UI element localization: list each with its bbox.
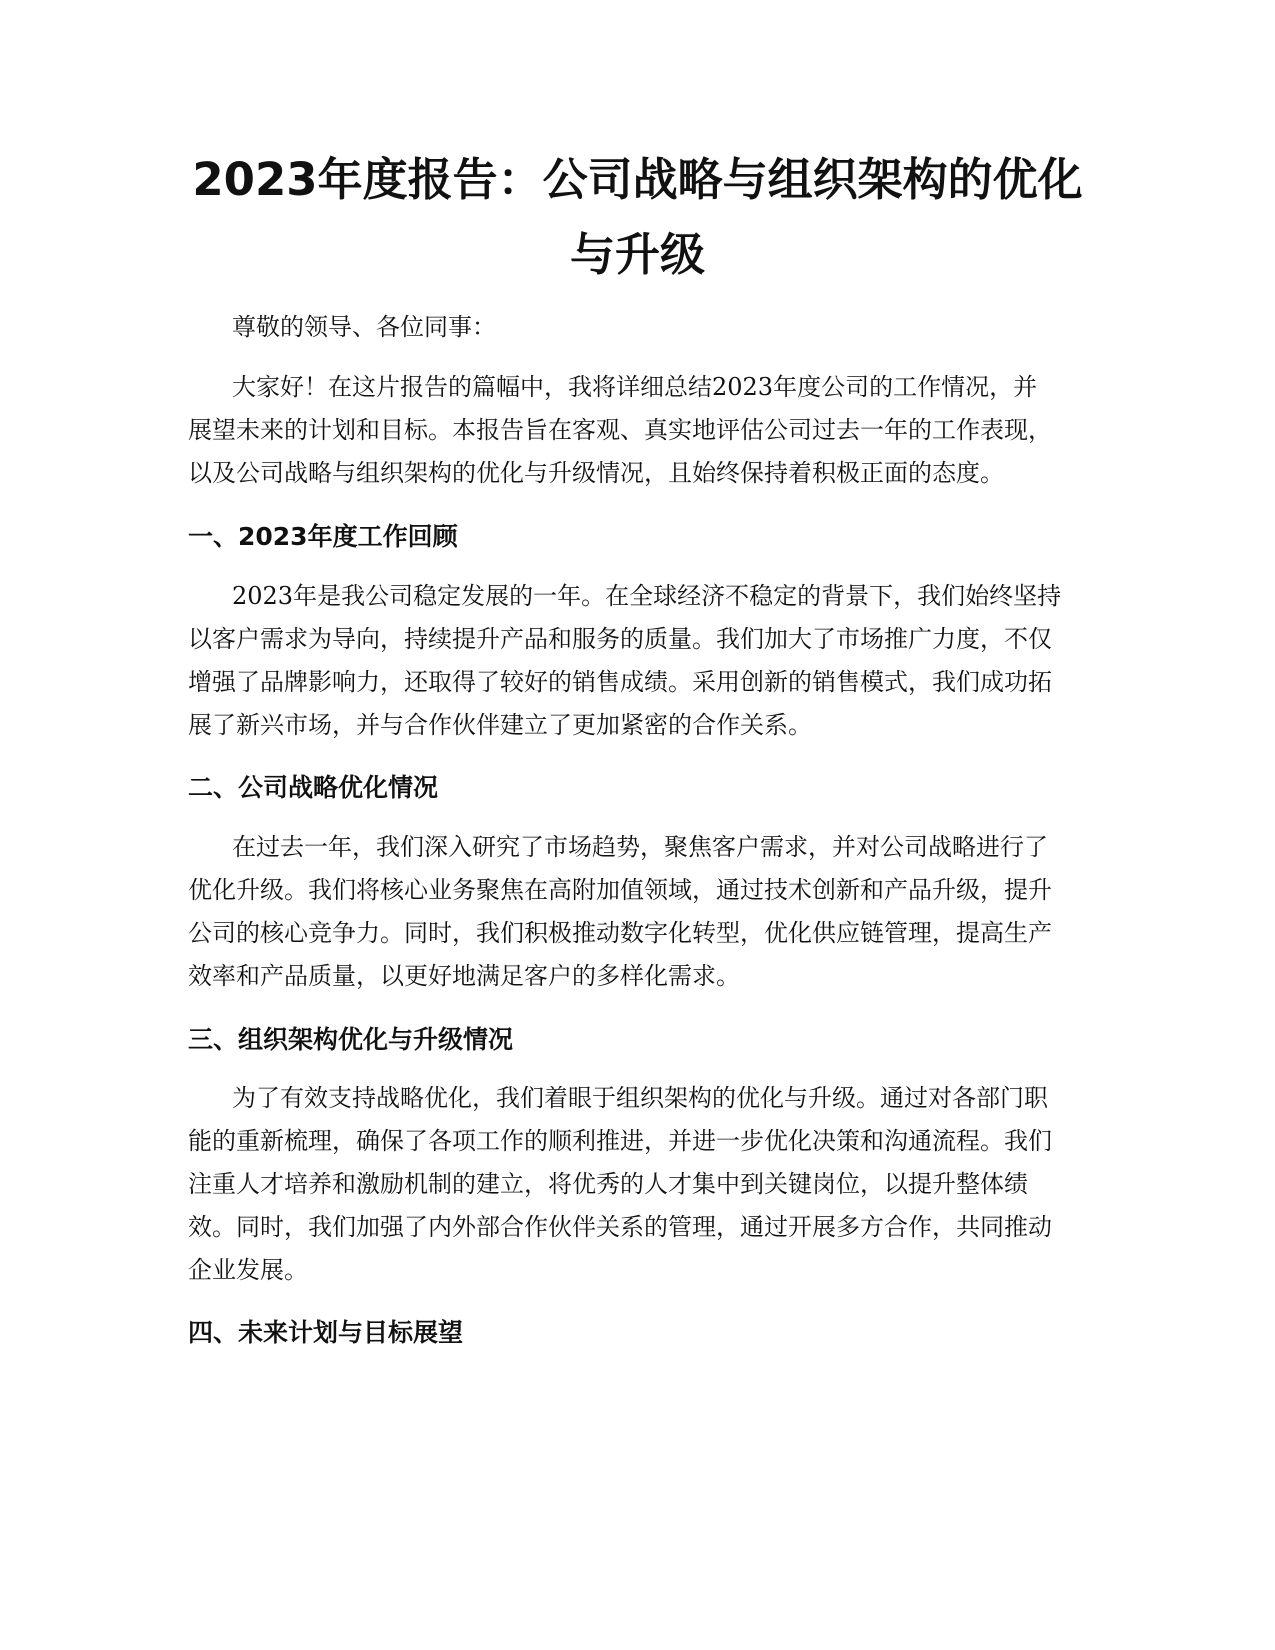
section-paragraph-organization bbox=[188, 1077, 1088, 1292]
document-title-line-1: 2023年度报告：公司战略与组织架构的优化 bbox=[192, 153, 1083, 206]
paragraph-line: 公司的核心竞争力。同时，我们积极推动数字化转型，优化供应链管理，提高生产 bbox=[188, 919, 1052, 947]
paragraph-line: 优化升级。我们将核心业务聚焦在高附加值领域，通过技术创新和产品升级，提升 bbox=[188, 876, 1052, 904]
paragraph-line: 能的重新梳理，确保了各项工作的顺利推进，并进一步优化决策和沟通流程。我们 bbox=[188, 1127, 1052, 1155]
intro-paragraph bbox=[188, 366, 1088, 495]
paragraph-line: 增强了品牌影响力，还取得了较好的销售成绩。采用创新的销售模式，我们成功拓 bbox=[188, 668, 1052, 696]
section-paragraph-review bbox=[188, 575, 1088, 747]
paragraph-line: 效。同时，我们加强了内外部合作伙伴关系的管理，通过开展多方合作，共同推动 bbox=[188, 1213, 1052, 1241]
intro-line: 大家好！在这片报告的篇幅中，我将详细总结2023年度公司的工作情况，并 bbox=[232, 373, 1038, 401]
greeting-line: 尊敬的领导、各位同事： bbox=[232, 313, 496, 341]
paragraph-line: 效率和产品质量，以更好地满足客户的多样化需求。 bbox=[188, 962, 740, 990]
paragraph-line: 展了新兴市场，并与合作伙伴建立了更加紧密的合作关系。 bbox=[188, 711, 812, 739]
paragraph-line: 2023年是我公司稳定发展的一年。在全球经济不稳定的背景下，我们始终坚持 bbox=[232, 582, 1062, 610]
greeting-paragraph bbox=[188, 306, 1088, 349]
section-heading-strategy: 二、公司战略优化情况 bbox=[188, 773, 439, 802]
paragraph-line: 在过去一年，我们深入研究了市场趋势，聚焦客户需求，并对公司战略进行了 bbox=[232, 833, 1048, 861]
section-paragraph-strategy bbox=[188, 826, 1088, 998]
paragraph-line: 以客户需求为导向，持续提升产品和服务的质量。我们加大了市场推广力度，不仅 bbox=[188, 625, 1052, 653]
intro-line: 以及公司战略与组织架构的优化与升级情况，且始终保持着积极正面的态度。 bbox=[188, 459, 1004, 487]
intro-line: 展望未来的计划和目标。本报告旨在客观、真实地评估公司过去一年的工作表现， bbox=[188, 416, 1052, 444]
paragraph-line: 注重人才培养和激励机制的建立，将优秀的人才集中到关键岗位，以提升整体绩 bbox=[188, 1170, 1028, 1198]
section-heading-future: 四、未来计划与目标展望 bbox=[188, 1318, 464, 1347]
section-heading-review: 一、2023年度工作回顾 bbox=[188, 522, 458, 551]
paragraph-line: 为了有效支持战略优化，我们着眼于组织架构的优化与升级。通过对各部门职 bbox=[232, 1084, 1048, 1112]
section-heading-organization: 三、组织架构优化与升级情况 bbox=[188, 1025, 514, 1054]
paragraph-line: 企业发展。 bbox=[188, 1256, 308, 1284]
document-title-line-2: 与升级 bbox=[569, 228, 705, 281]
